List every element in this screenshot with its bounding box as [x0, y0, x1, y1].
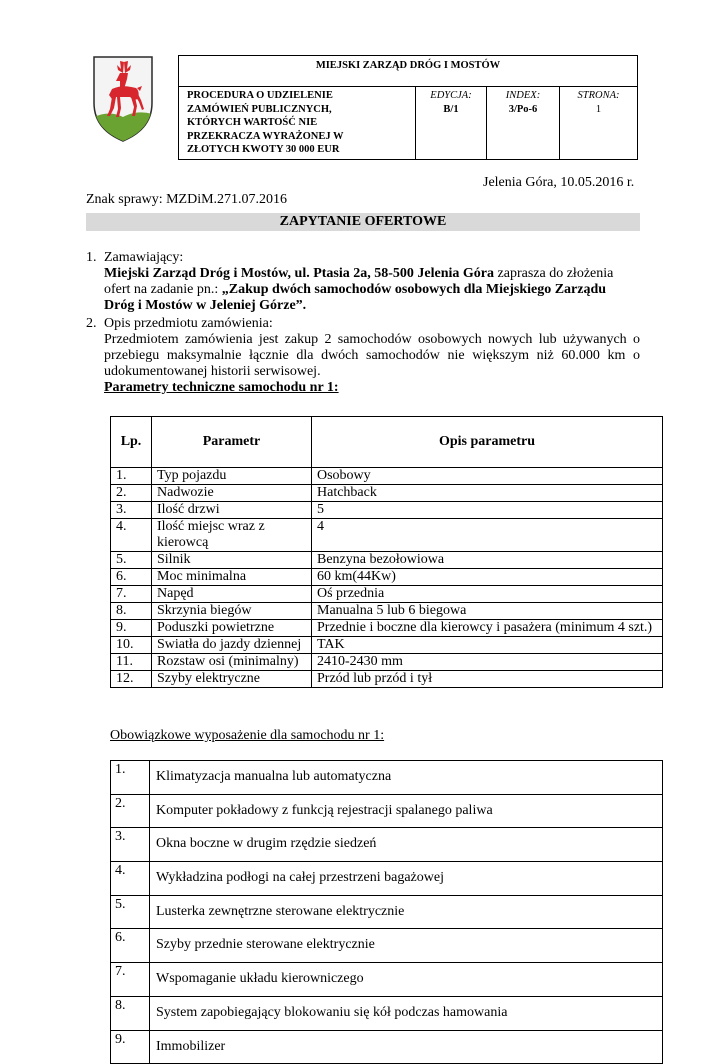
table-row: [111, 654, 663, 671]
section-2: [104, 316, 640, 396]
params-cell-lp: 8.: [111, 603, 152, 620]
params-cell-desc: Przód lub przód i tył: [312, 671, 663, 688]
params-heading: Parametry techniczne samochodu nr 1:: [104, 380, 339, 395]
equipment-item: Lusterka zewnętrzne sterowane elektrycznie: [150, 895, 663, 929]
params-cell-desc: Przednie i boczne dla kierowcy i pasażera (minimum 4 szt.): [312, 620, 663, 637]
section-1-line-3: Dróg i Mostów w Jeleniej Górze”.: [104, 298, 307, 313]
params-cell-desc: 4: [312, 519, 663, 552]
params-cell-desc: 2410-2430 mm: [312, 654, 663, 671]
params-cell-desc: TAK: [312, 637, 663, 654]
params-cell-param: Poduszki powietrzne: [152, 620, 312, 637]
table-row: [111, 552, 663, 569]
place-date: Jelenia Góra, 10.05.2016 r.: [483, 175, 635, 190]
edition-label: EDYCJA:: [430, 90, 472, 101]
params-table: [110, 416, 663, 688]
equipment-item: System zapobiegający blokowaniu się kół podczas hamowania: [150, 996, 663, 1030]
org-name: MIEJSKI ZARZĄD DRÓG I MOSTÓW: [179, 56, 638, 87]
table-row: [111, 828, 663, 862]
case-number: Znak sprawy: MZDiM.271.07.2016: [86, 192, 288, 207]
equipment-number: 2.: [111, 794, 150, 828]
section-1-heading: Zamawiający:: [104, 250, 184, 265]
params-cell-param: Ilość miejsc wraz z kierowcą: [152, 519, 312, 552]
params-cell-desc: Benzyna bezołowiowa: [312, 552, 663, 569]
table-row: [111, 671, 663, 688]
params-cell-desc: 60 km(44Kw): [312, 569, 663, 586]
params-cell-lp: 12.: [111, 671, 152, 688]
params-cell-lp: 4.: [111, 519, 152, 552]
equipment-item: Immobilizer: [150, 1030, 663, 1064]
params-header-desc: Opis parametru: [312, 417, 663, 468]
equipment-item: Wykładzina podłogi na całej przestrzeni bagażowej: [150, 862, 663, 896]
params-cell-param: Szyby elektryczne: [152, 671, 312, 688]
table-row: [111, 794, 663, 828]
params-header-lp: Lp.: [111, 417, 152, 468]
table-row: [111, 485, 663, 502]
document-header: [178, 55, 638, 160]
page-cell: [560, 87, 638, 160]
table-row: [111, 502, 663, 519]
table-row: [111, 637, 663, 654]
section-1-line-1: Miejski Zarząd Dróg i Mostów, ul. Ptasia 2a, 58-500 Jelenia Góra zaprasza do złożenia: [104, 266, 614, 281]
table-row: [111, 468, 663, 485]
params-cell-lp: 2.: [111, 485, 152, 502]
table-row: [111, 586, 663, 603]
params-cell-lp: 3.: [111, 502, 152, 519]
params-cell-lp: 11.: [111, 654, 152, 671]
procedure-title: PROCEDURA O UDZIELENIE ZAMÓWIEŃ PUBLICZNYCH, KTÓRYCH WARTOŚĆ NIE PRZEKRACZA WYRAŻONEJ W ZŁOTYCH KWOTY 30 000 EUR: [179, 87, 416, 160]
equipment-number: 6.: [111, 929, 150, 963]
params-cell-lp: 10.: [111, 637, 152, 654]
params-header-param: Parametr: [152, 417, 312, 468]
table-row: [111, 1030, 663, 1064]
index-label: INDEX:: [505, 90, 541, 101]
equipment-number: 3.: [111, 828, 150, 862]
equipment-item: Wspomaganie układu kierowniczego: [150, 963, 663, 997]
page-value: 1: [595, 103, 602, 115]
equipment-number: 1.: [111, 761, 150, 795]
params-cell-param: Typ pojazdu: [152, 468, 312, 485]
equipment-number: 8.: [111, 996, 150, 1030]
params-cell-param: Napęd: [152, 586, 312, 603]
crest-logo: [90, 53, 156, 143]
params-cell-param: Skrzynia biegów: [152, 603, 312, 620]
section-1-number: 1.: [86, 250, 97, 265]
params-cell-param: Silnik: [152, 552, 312, 569]
section-2-text: Przedmiotem zamówienia jest zakup 2 samochodów osobowych nowych lub używanych o przebiegu maksymalnie łącznie dla dwóch samochodów nie większym niż 60.000 km o udokumentowanej historii serwisowej.: [104, 332, 640, 379]
equipment-table: [110, 760, 663, 1064]
equipment-item: Klimatyzacja manualna lub automatyczna: [150, 761, 663, 795]
table-row: [111, 603, 663, 620]
section-1: [104, 250, 640, 314]
section-2-number: 2.: [86, 316, 97, 331]
edition-cell: [416, 87, 487, 160]
table-row: [111, 862, 663, 896]
table-row: [111, 569, 663, 586]
table-row: [111, 963, 663, 997]
page-label: STRONA:: [577, 90, 620, 101]
equipment-number: 9.: [111, 1030, 150, 1064]
section-2-heading: Opis przedmiotu zamówienia:: [104, 316, 273, 331]
params-cell-param: Moc minimalna: [152, 569, 312, 586]
table-row: [111, 929, 663, 963]
params-cell-param: Ilość drzwi: [152, 502, 312, 519]
params-cell-lp: 5.: [111, 552, 152, 569]
equipment-item: Okna boczne w drugim rzędzie siedzeń: [150, 828, 663, 862]
table-row: [111, 519, 663, 552]
index-cell: [487, 87, 560, 160]
params-cell-lp: 9.: [111, 620, 152, 637]
params-cell-lp: 1.: [111, 468, 152, 485]
equipment-item: Komputer pokładowy z funkcją rejestracji spalanego paliwa: [150, 794, 663, 828]
table-row: [111, 761, 663, 795]
params-cell-param: Swiatła do jazdy dziennej: [152, 637, 312, 654]
table-row: [111, 895, 663, 929]
params-cell-desc: 5: [312, 502, 663, 519]
equipment-number: 4.: [111, 862, 150, 896]
params-cell-param: Rozstaw osi (minimalny): [152, 654, 312, 671]
edition-value: B/1: [443, 103, 459, 115]
params-cell-desc: Hatchback: [312, 485, 663, 502]
params-cell-lp: 6.: [111, 569, 152, 586]
params-cell-lp: 7.: [111, 586, 152, 603]
equipment-item: Szyby przednie sterowane elektrycznie: [150, 929, 663, 963]
section-1-line-2: ofert na zadanie pn.: „Zakup dwóch samochodów osobowych dla Miejskiego Zarządu: [104, 282, 607, 297]
table-row: [111, 996, 663, 1030]
table-row: [111, 620, 663, 637]
equipment-number: 7.: [111, 963, 150, 997]
document-title: ZAPYTANIE OFERTOWE: [86, 213, 640, 231]
params-cell-desc: Manualna 5 lub 6 biegowa: [312, 603, 663, 620]
equipment-heading: Obowiązkowe wyposażenie dla samochodu nr 1:: [110, 728, 385, 743]
equipment-number: 5.: [111, 895, 150, 929]
params-cell-param: Nadwozie: [152, 485, 312, 502]
params-cell-desc: Osobowy: [312, 468, 663, 485]
params-cell-desc: Oś przednia: [312, 586, 663, 603]
index-value: 3/Po-6: [508, 103, 538, 115]
